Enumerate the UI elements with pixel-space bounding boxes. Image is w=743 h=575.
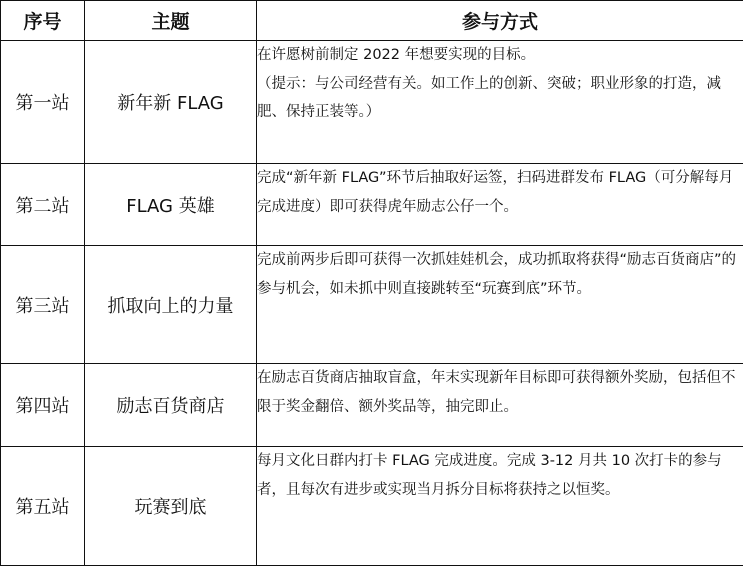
table-row	[1, 246, 743, 364]
stage-topic: 抓取向上的力量	[85, 246, 257, 364]
stage-number: 第五站	[1, 447, 85, 566]
method-line: 在励志百货商店抽取盲盒，年末实现新年目标即可获得额外奖励，包括但不限于奖金翻倍、额外奖品等，抽完即止。	[257, 370, 736, 415]
stage-method	[257, 246, 743, 364]
table-row	[1, 41, 743, 164]
table-row	[1, 447, 743, 566]
header-num: 序号	[1, 1, 85, 41]
stage-topic: FLAG 英雄	[85, 164, 257, 246]
stage-topic: 新年新 FLAG	[85, 41, 257, 164]
stage-topic: 玩赛到底	[85, 447, 257, 566]
method-line: 在许愿树前制定 2022 年想要实现的目标。	[257, 47, 536, 63]
header-topic: 主题	[85, 1, 257, 41]
method-line: 完成“新年新 FLAG”环节后抽取好运签，扫码进群发布 FLAG（可分解每月完成进度）即可获得虎年励志公仔一个。	[257, 170, 734, 215]
method-line: 每月文化日群内打卡 FLAG 完成进度。完成 3-12 月共 10 次打卡的参与者，且每次有进步或实现当月拆分目标将获持之以恒奖。	[257, 453, 722, 498]
method-line: （提示：与公司经营有关。如工作上的创新、突破；职业形象的打造，减肥、保持正装等。）	[257, 75, 721, 120]
method-line: 完成前两步后即可获得一次抓娃娃机会，成功抓取将获得“励志百货商店”的参与机会，如未抓中则直接跳转至“玩赛到底”环节。	[257, 252, 737, 297]
stage-method	[257, 447, 743, 566]
stage-topic: 励志百货商店	[85, 364, 257, 447]
stage-number: 第二站	[1, 164, 85, 246]
stage-number: 第四站	[1, 364, 85, 447]
table-row	[1, 364, 743, 447]
stage-number: 第一站	[1, 41, 85, 164]
table-row	[1, 164, 743, 246]
stage-method	[257, 364, 743, 447]
stage-method	[257, 164, 743, 246]
stage-method	[257, 41, 743, 164]
stage-number: 第三站	[1, 246, 85, 364]
header-method: 参与方式	[257, 1, 743, 41]
header-row	[1, 1, 743, 41]
